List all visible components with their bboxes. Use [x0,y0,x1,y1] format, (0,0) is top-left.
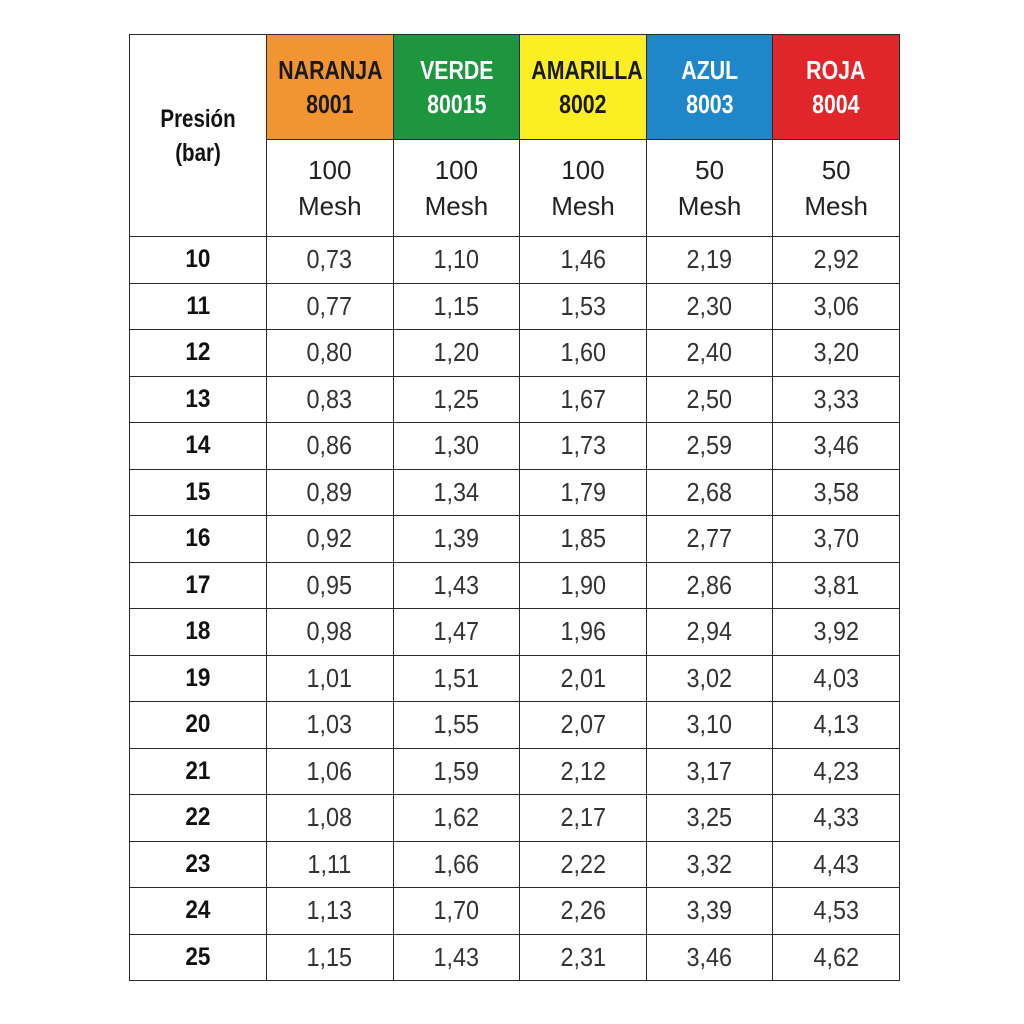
flow-value: 3,10 [686,709,733,740]
flow-cell [267,237,394,284]
flow-value: 1,25 [433,383,480,414]
flow-cell [646,609,773,656]
pressure-header-unit: (bar) [175,138,221,167]
flow-cell [267,655,394,702]
pressure-value: 14 [185,431,211,460]
flow-value: 4,13 [813,709,859,740]
flow-cell [267,516,394,563]
flow-value: 2,26 [560,895,606,926]
pressure-cell [130,609,267,656]
flow-cell [520,655,647,702]
pressure-cell [130,795,267,842]
flow-value: 3,46 [686,941,733,972]
pressure-value: 11 [186,291,210,320]
table-row [130,748,900,795]
table-row [130,841,900,888]
flow-value: 1,60 [560,337,606,368]
mesh-value: 100 [308,155,352,185]
nozzle-flow-table [129,34,900,981]
flow-value: 3,33 [813,383,859,414]
flow-cell [773,423,900,470]
flow-value: 1,39 [433,523,480,554]
nozzle-name: ROJA [806,55,866,85]
flow-cell [646,795,773,842]
flow-value: 1,01 [307,662,353,693]
pressure-header [130,35,267,237]
flow-value: 3,25 [686,802,733,833]
pressure-header-label: Presión [160,104,236,133]
pressure-cell [130,423,267,470]
flow-cell [267,934,394,981]
flow-value: 3,20 [813,337,859,368]
flow-value: 1,47 [433,616,480,647]
flow-value: 4,03 [813,662,859,693]
flow-cell [646,702,773,749]
flow-value: 0,89 [307,476,353,507]
flow-cell [520,748,647,795]
flow-value: 1,85 [560,523,606,554]
flow-cell [393,330,520,377]
flow-value: 1,67 [560,383,606,414]
table-row [130,934,900,981]
filter-mesh-naranja [267,140,394,237]
nozzle-header-verde [393,35,520,140]
filter-mesh-roja [773,140,900,237]
flow-cell [393,237,520,284]
flow-value: 1,70 [433,895,480,926]
flow-value: 1,06 [307,755,353,786]
mesh-unit: Mesh [551,191,615,221]
mesh-value: 100 [561,155,605,185]
flow-value: 2,31 [560,941,606,972]
flow-cell [773,655,900,702]
flow-value: 1,79 [560,476,606,507]
mesh-unit: Mesh [424,191,489,221]
pressure-cell [130,702,267,749]
flow-value: 1,15 [433,290,480,321]
flow-value: 4,53 [813,895,859,926]
flow-value: 4,43 [813,848,859,879]
table-row [130,283,900,330]
flow-value: 0,73 [307,244,353,275]
flow-value: 1,55 [433,709,480,740]
flow-cell [520,283,647,330]
flow-value: 0,95 [307,569,353,600]
flow-value: 0,77 [307,290,353,321]
flow-value: 1,11 [307,848,352,879]
flow-cell [646,934,773,981]
nozzle-name: NARANJA [278,55,383,85]
flow-cell [267,376,394,423]
flow-cell [267,469,394,516]
flow-value: 1,13 [307,895,353,926]
flow-value: 2,92 [813,244,859,275]
flow-value: 2,07 [560,709,606,740]
nozzle-header-roja [773,35,900,140]
flow-value: 2,12 [560,755,606,786]
flow-value: 2,17 [560,802,606,833]
nozzle-name: VERDE [419,55,494,85]
flow-value: 2,19 [686,244,733,275]
table-row [130,609,900,656]
flow-cell [646,237,773,284]
flow-cell [520,516,647,563]
flow-cell [520,330,647,377]
pressure-value: 12 [185,338,211,367]
flow-cell [267,795,394,842]
mesh-unit: Mesh [804,191,868,221]
flow-value: 3,58 [813,476,859,507]
flow-cell [267,283,394,330]
flow-cell [646,841,773,888]
mesh-value: 100 [434,155,479,185]
flow-cell [773,283,900,330]
flow-cell [393,516,520,563]
flow-cell [773,562,900,609]
flow-cell [520,562,647,609]
flow-value: 2,94 [686,616,733,647]
flow-value: 3,92 [813,616,859,647]
flow-cell [393,702,520,749]
flow-cell [646,748,773,795]
mesh-value: 50 [821,155,851,185]
flow-value: 1,66 [433,848,480,879]
table-row [130,376,900,423]
flow-value: 2,50 [686,383,733,414]
pressure-value: 16 [185,524,211,553]
flow-value: 3,81 [813,569,859,600]
flow-value: 1,43 [433,941,480,972]
pressure-cell [130,469,267,516]
flow-value: 4,23 [813,755,859,786]
flow-cell [393,283,520,330]
pressure-cell [130,330,267,377]
flow-value: 2,40 [686,337,733,368]
table-row [130,655,900,702]
flow-cell [646,562,773,609]
flow-cell [520,934,647,981]
flow-value: 1,43 [433,569,480,600]
flow-cell [393,841,520,888]
nozzle-code: 8003 [685,89,734,119]
flow-value: 2,01 [560,662,606,693]
flow-value: 4,33 [813,802,859,833]
flow-value: 0,98 [307,616,353,647]
flow-value: 0,80 [307,337,353,368]
table-row [130,702,900,749]
mesh-unit: Mesh [298,191,362,221]
flow-value: 3,06 [813,290,859,321]
flow-value: 1,15 [307,941,353,972]
pressure-cell [130,516,267,563]
flow-value: 1,96 [560,616,606,647]
pressure-cell [130,237,267,284]
nozzle-code: 8004 [812,89,860,119]
flow-cell [773,376,900,423]
flow-cell [646,655,773,702]
pressure-cell [130,283,267,330]
flow-value: 1,10 [433,244,480,275]
flow-value: 0,92 [307,523,353,554]
flow-value: 2,86 [686,569,733,600]
flow-cell [520,237,647,284]
flow-value: 2,30 [686,290,733,321]
pressure-cell [130,841,267,888]
flow-cell [393,934,520,981]
table-row [130,562,900,609]
nozzle-header-azul [646,35,773,140]
pressure-cell [130,748,267,795]
flow-cell [393,748,520,795]
nozzle-header-amarilla [520,35,647,140]
flow-cell [520,376,647,423]
flow-cell [520,795,647,842]
flow-cell [773,469,900,516]
flow-value: 1,34 [433,476,480,507]
flow-cell [393,795,520,842]
flow-value: 4,62 [813,941,859,972]
flow-cell [393,888,520,935]
mesh-value: 50 [695,155,725,185]
flow-cell [646,423,773,470]
flow-cell [773,888,900,935]
flow-value: 2,77 [686,523,733,554]
filter-mesh-verde [393,140,520,237]
pressure-cell [130,376,267,423]
flow-cell [393,562,520,609]
flow-cell [646,888,773,935]
flow-value: 3,46 [813,430,859,461]
flow-cell [267,609,394,656]
pressure-value: 13 [185,384,211,413]
flow-value: 1,51 [433,662,480,693]
table-row [130,888,900,935]
color-header-row [130,35,900,140]
flow-cell [267,330,394,377]
flow-value: 1,46 [560,244,606,275]
flow-value: 0,86 [307,430,353,461]
flow-cell [520,423,647,470]
filter-mesh-azul [646,140,773,237]
table-row [130,795,900,842]
flow-value: 1,90 [560,569,606,600]
flow-cell [267,841,394,888]
flow-value: 3,02 [686,662,733,693]
flow-cell [773,934,900,981]
flow-cell [646,330,773,377]
flow-cell [646,283,773,330]
nozzle-code: 80015 [426,89,487,119]
flow-cell [393,423,520,470]
flow-value: 1,53 [560,290,606,321]
flow-value: 1,59 [433,755,480,786]
flow-value: 1,08 [307,802,353,833]
table-row [130,469,900,516]
table-body [130,237,900,981]
flow-cell [520,888,647,935]
flow-cell [393,376,520,423]
pressure-value: 18 [185,617,211,646]
flow-cell [773,841,900,888]
flow-cell [773,795,900,842]
table-row [130,423,900,470]
pressure-cell [130,562,267,609]
pressure-cell [130,655,267,702]
flow-cell [393,469,520,516]
flow-value: 3,70 [813,523,859,554]
pressure-value: 15 [185,477,211,506]
nozzle-name: AZUL [681,55,738,85]
flow-value: 2,22 [560,848,606,879]
flow-cell [646,376,773,423]
flow-value: 1,73 [560,430,606,461]
flow-cell [267,562,394,609]
flow-value: 1,30 [433,430,480,461]
pressure-value: 21 [185,756,211,785]
pressure-value: 22 [185,803,211,832]
pressure-cell [130,934,267,981]
flow-value: 3,32 [686,848,733,879]
pressure-value: 20 [185,710,211,739]
flow-cell [773,516,900,563]
pressure-value: 25 [185,942,211,971]
flow-value: 0,83 [307,383,353,414]
flow-cell [773,748,900,795]
flow-cell [393,655,520,702]
nozzle-code: 8001 [306,89,354,119]
pressure-value: 19 [185,663,211,692]
table-row [130,516,900,563]
flow-cell [773,330,900,377]
pressure-value: 23 [185,849,211,878]
table-row [130,330,900,377]
flow-cell [646,469,773,516]
flow-value: 3,39 [686,895,733,926]
flow-cell [267,888,394,935]
flow-value: 3,17 [686,755,733,786]
flow-cell [773,702,900,749]
flow-cell [773,237,900,284]
nozzle-code: 8002 [559,89,607,119]
pressure-cell [130,888,267,935]
table-row [130,237,900,284]
flow-cell [267,423,394,470]
flow-cell [520,702,647,749]
flow-value: 1,03 [307,709,353,740]
flow-cell [520,609,647,656]
flow-cell [267,702,394,749]
flow-value: 2,59 [686,430,733,461]
pressure-value: 24 [185,896,211,925]
flow-value: 1,62 [433,802,480,833]
flow-cell [520,841,647,888]
flow-value: 2,68 [686,476,733,507]
pressure-value: 10 [185,245,211,274]
flow-cell [646,516,773,563]
mesh-unit: Mesh [677,191,742,221]
pressure-value: 17 [185,570,211,599]
nozzle-name: AMARILLA [531,55,643,85]
flow-value: 1,20 [433,337,480,368]
nozzle-header-naranja [267,35,394,140]
flow-cell [267,748,394,795]
flow-cell [520,469,647,516]
flow-cell [393,609,520,656]
flow-cell [773,609,900,656]
filter-mesh-amarilla [520,140,647,237]
